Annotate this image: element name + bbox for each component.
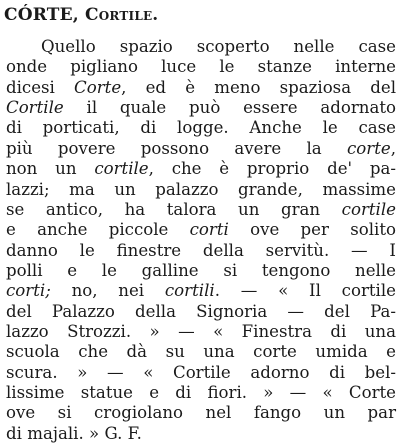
italic-term: corte [347,138,391,158]
entry-text-line [6,240,396,261]
entry-text-line [6,321,396,342]
italic-term: Corte [74,77,122,97]
text-run: . — « Il cortile [214,281,396,301]
entry-text-line [6,179,396,200]
text-run: lissime statue e di fiori. » — « Corte [6,383,396,402]
text-run: e anche piccole [6,220,190,240]
entry-text-line [6,402,396,423]
italic-term: cortile [94,159,149,179]
entry-text-line [6,56,396,77]
text-run: più povere possono avere la [6,138,347,158]
italic-term: cortili [164,281,215,301]
entry-text-line [6,382,396,403]
text-run: danno le finestre della servitù. — I [6,240,396,260]
text-run: del Palazzo della Signoria — del Pa- [6,301,396,321]
entry-text-line [6,158,396,179]
italic-term: corti [189,220,229,240]
text-run: onde pigliano luce le stanze interne [6,57,396,77]
entry-text-line [41,36,396,57]
italic-term: Cortile [6,98,64,118]
entry-text-line [6,199,396,220]
entry-term: CÓRTE, [4,5,79,25]
entry-text-line [6,280,396,301]
text-run: lazzi; ma un palazzo grande, massime [6,179,396,199]
italic-term: corti; [6,281,51,301]
text-run: no, nei [50,281,165,301]
text-run: , [390,138,396,158]
entry-text-line [6,341,396,362]
entry-text-line [6,362,396,383]
entry-text-line [6,138,396,159]
text-run: scuola che dà su una corte umida e [6,342,396,362]
text-run: di porticati, di logge. Anche le case [6,118,396,138]
text-run: ove si crogiolano nel fango un par [6,403,396,423]
text-run: non un [6,159,95,179]
text-run: , che è proprio de' pa- [148,159,396,179]
entry-text-line [6,117,396,138]
text-run: Quello spazio scoperto nelle case [41,37,396,56]
text-run: di majali. » G. F. [6,423,142,443]
entry-text-line [6,97,396,118]
text-run: scura. » — « Cortile adorno di bel- [6,362,396,382]
text-run: dicesi [6,77,75,97]
text-run: ove per solito [228,220,396,240]
entry-text-line [6,423,396,444]
text-run: , ed è meno spaziosa del [121,77,397,97]
entry-text-line [6,301,396,322]
entry-text-line [6,77,396,98]
italic-term: cortile [341,199,396,219]
text-run: lazzo Strozzi. » — « Finestra di una [6,321,396,341]
entry-heading [4,4,158,26]
text-run: il quale può essere adornato [63,98,396,118]
entry-synonym: Cortile. [85,5,159,25]
entry-text-line [6,260,396,281]
entry-text-line [6,219,396,240]
text-run: se antico, ha talora un gran [6,199,342,219]
text-run: polli e le galline si tengono nelle [6,260,396,280]
